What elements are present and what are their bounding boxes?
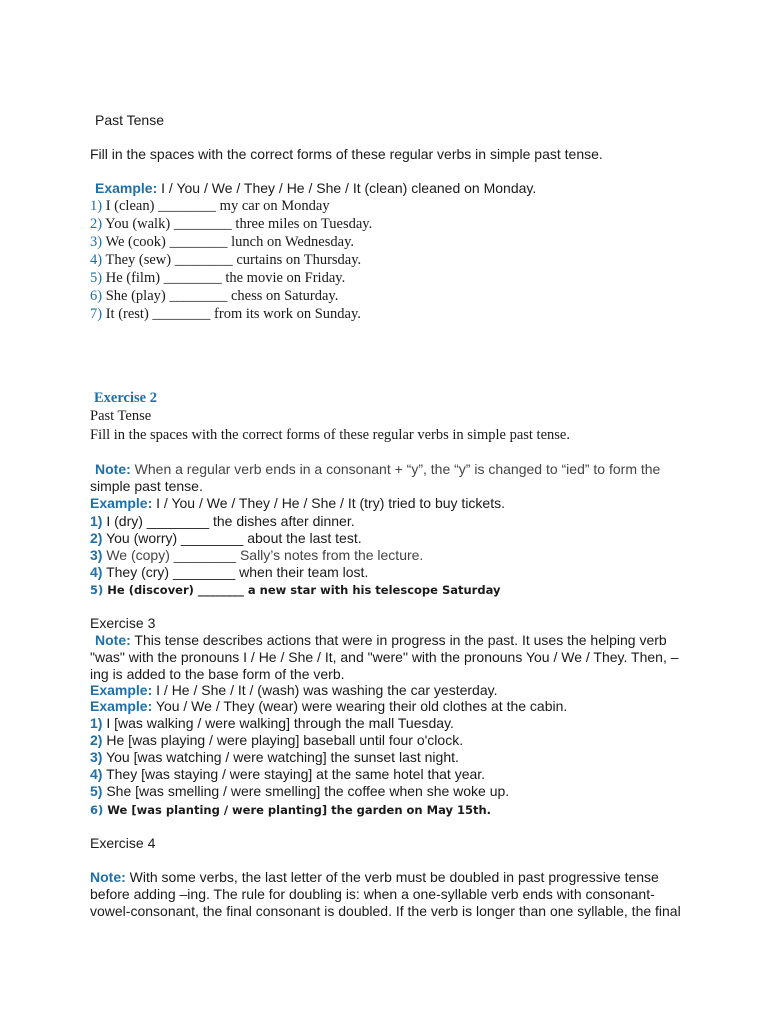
section2-example: [90, 495, 505, 511]
list-item: 6) She (play) ________ chess on Saturday.: [90, 288, 339, 304]
list-item: 1) I (dry) ________ the dishes after dinner.: [90, 513, 355, 529]
section3-note: [90, 632, 690, 682]
list-item: 6) We [was planting / were planting] the garden on May 15th.: [90, 803, 492, 817]
section3-example-1: Example: I / He / She / It / (wash) was washing the car yesterday.: [90, 682, 498, 698]
note-label: Note:: [95, 461, 131, 477]
list-item: 5) He (film) ________ the movie on Friday.: [90, 270, 346, 286]
list-item: 3) We (cook) ________ lunch on Wednesday.: [90, 234, 354, 250]
list-item: 4) They (cry) ________ when their team lost.: [90, 564, 369, 580]
note-text: With some verbs, the last letter of the verb must be doubled in past progressive tense before adding –ing. The rule for doubling is: when a one-syllable verb ends with consonant-vowel-consonant, the final consonant is doubled. If the verb is longer than one syllable, the final: [90, 869, 681, 919]
exercise2-title: Exercise 2: [94, 390, 157, 406]
list-item: 4) They [was staying / were staying] at the same hotel that year.: [90, 766, 486, 782]
list-item: 2) You (worry) ________ about the last test.: [90, 530, 362, 546]
section2-heading: Past Tense: [90, 408, 152, 424]
section2-note-cont: simple past tense.: [90, 478, 203, 494]
section1-example: [95, 180, 536, 196]
list-item: 4) They (sew) ________ curtains on Thursday.: [90, 252, 362, 268]
note-label: Note:: [90, 869, 126, 885]
section4-note: [90, 869, 690, 919]
example-label: Example:: [90, 495, 153, 511]
section2-instruction: Fill in the spaces with the correct forms of these regular verbs in simple past tense.: [90, 427, 570, 443]
section3-example-2: Example: You / We / They (wear) were wearing their old clothes at the cabin.: [90, 698, 568, 714]
list-item: 7) It (rest) ________ from its work on Sunday.: [90, 306, 361, 322]
section1-instruction: Fill in the spaces with the correct forms of these regular verbs in simple past tense.: [90, 146, 603, 162]
list-item: 5) He (discover) ________ a new star with his telescope Saturday: [90, 583, 501, 597]
example-text: I / You / We / They / He / She / It (try) tried to buy tickets.: [152, 495, 505, 511]
list-item: 5) She [was smelling / were smelling] the coffee when she woke up.: [90, 783, 510, 799]
example-label: Example:: [95, 180, 158, 196]
note-label: Note:: [95, 632, 131, 648]
note-text: When a regular verb ends in a consonant + “y”, the “y” is changed to “ied” to form the: [130, 461, 661, 477]
example-text: I / You / We / They / He / She / It (clean) cleaned on Monday.: [157, 180, 537, 196]
list-item: 1) I (clean) ________ my car on Monday: [90, 198, 330, 214]
list-item: 1) I [was walking / were walking] through the mall Tuesday.: [90, 715, 454, 731]
list-item: 3) You [was watching / were watching] the sunset last night.: [90, 749, 459, 765]
list-item: 2) He [was playing / were playing] baseball until four o'clock.: [90, 732, 464, 748]
section2-note: [95, 461, 660, 477]
section1-heading: Past Tense: [95, 112, 165, 128]
exercise3-title: Exercise 3: [90, 615, 156, 631]
list-item: 3) We (copy) ________ Sally’s notes from the lecture.: [90, 547, 424, 563]
note-text: This tense describes actions that were in progress in the past. It uses the helping verb "was" with the pronouns I / He / She / It, and "were" with the pronouns You / We / They. Then, –ing is added to the base form of the verb.: [90, 632, 679, 682]
list-item: 2) You (walk) ________ three miles on Tuesday.: [90, 216, 373, 232]
exercise4-title: Exercise 4: [90, 835, 156, 851]
